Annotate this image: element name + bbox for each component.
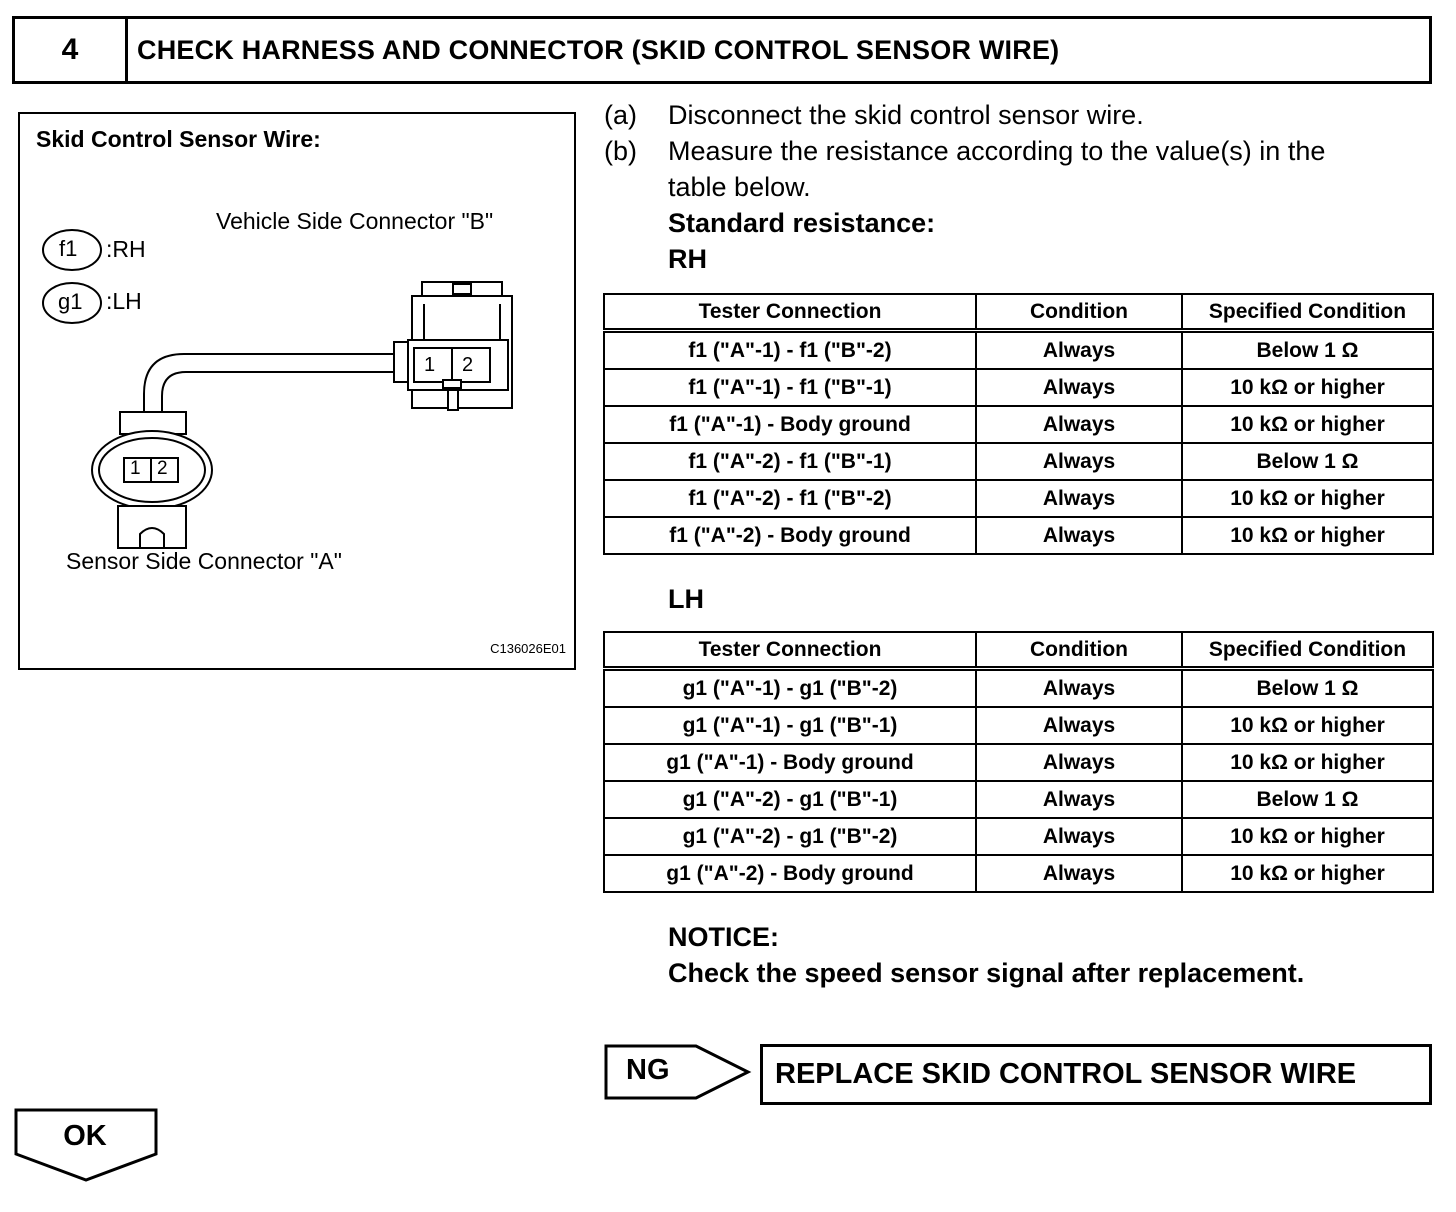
header-condition: Condition — [976, 294, 1182, 331]
table-row — [604, 781, 1433, 818]
condition: Always — [976, 517, 1182, 554]
legend-code-g1: g1 — [58, 289, 83, 314]
step-title: CHECK HARNESS AND CONNECTOR (SKID CONTROL SENSOR WIRE) — [137, 34, 1060, 65]
header-condition: Condition — [976, 632, 1182, 669]
rh-resistance-table — [603, 293, 1434, 555]
step-a-label: (a) — [604, 100, 637, 130]
specified-condition: 10 kΩ or higher — [1182, 406, 1433, 443]
table-row — [604, 669, 1433, 708]
table-row — [604, 443, 1433, 480]
legend-code-f1: f1 — [59, 236, 78, 261]
table-row — [604, 331, 1433, 370]
tester-connection: f1 ("A"-1) - f1 ("B"-2) — [604, 331, 976, 370]
tester-connection: g1 ("A"-1) - g1 ("B"-2) — [604, 669, 976, 708]
wire-inner — [162, 372, 395, 414]
tester-connection: f1 ("A"-1) - f1 ("B"-1) — [604, 369, 976, 406]
specified-condition: Below 1 Ω — [1182, 331, 1433, 370]
step-a-text: Disconnect the skid control sensor wire. — [668, 100, 1144, 130]
condition: Always — [976, 707, 1182, 744]
condition: Always — [976, 855, 1182, 892]
diagram-title: Skid Control Sensor Wire: — [36, 126, 321, 152]
notice-label: NOTICE: — [668, 922, 779, 952]
specified-condition: 10 kΩ or higher — [1182, 855, 1433, 892]
specified-condition: Below 1 Ω — [1182, 781, 1433, 818]
condition: Always — [976, 480, 1182, 517]
tester-connection: g1 ("A"-2) - g1 ("B"-1) — [604, 781, 976, 818]
lh-label: LH — [668, 584, 704, 614]
vehicle-pin-2: 2 — [462, 354, 474, 376]
header-tester-connection: Tester Connection — [604, 294, 976, 331]
tester-connection: g1 ("A"-2) - g1 ("B"-2) — [604, 818, 976, 855]
sensor-connector-label: Sensor Side Connector "A" — [66, 548, 342, 574]
table-row — [604, 818, 1433, 855]
table-header-row — [604, 294, 1433, 331]
specified-condition: 10 kΩ or higher — [1182, 744, 1433, 781]
condition: Always — [976, 781, 1182, 818]
vehicle-connector-label: Vehicle Side Connector "B" — [216, 208, 494, 234]
table-row — [604, 517, 1433, 554]
condition: Always — [976, 331, 1182, 370]
step-header — [12, 16, 1432, 84]
table-row — [604, 480, 1433, 517]
lh-resistance-table — [603, 631, 1434, 893]
connector-diagram — [18, 112, 576, 670]
tester-connection: g1 ("A"-1) - Body ground — [604, 744, 976, 781]
vehicle-pin-1: 1 — [424, 354, 436, 376]
ok-result-box — [14, 1108, 160, 1184]
tester-connection: f1 ("A"-2) - f1 ("B"-2) — [604, 480, 976, 517]
figure-code: C136026E01 — [490, 641, 566, 656]
table-row — [604, 406, 1433, 443]
step-number: 4 — [15, 19, 128, 81]
wire-outer — [144, 354, 395, 414]
legend-side-lh: :LH — [106, 288, 142, 314]
specified-condition: 10 kΩ or higher — [1182, 517, 1433, 554]
condition: Always — [976, 669, 1182, 708]
step-b-text-line1: Measure the resistance according to the value(s) in the — [668, 136, 1326, 166]
table-row — [604, 744, 1433, 781]
rh-label: RH — [668, 244, 707, 274]
ok-label: OK — [63, 1120, 107, 1152]
connector-illustration — [20, 114, 576, 670]
table-row — [604, 855, 1433, 892]
specified-condition: 10 kΩ or higher — [1182, 707, 1433, 744]
ng-label: NG — [626, 1054, 670, 1086]
table-header-row — [604, 632, 1433, 669]
tester-connection: f1 ("A"-2) - Body ground — [604, 517, 976, 554]
condition: Always — [976, 443, 1182, 480]
specified-condition: 10 kΩ or higher — [1182, 480, 1433, 517]
condition: Always — [976, 406, 1182, 443]
table-row — [604, 707, 1433, 744]
tester-connection: g1 ("A"-1) - g1 ("B"-1) — [604, 707, 976, 744]
sensor-pin-2: 2 — [157, 458, 168, 479]
tester-connection: f1 ("A"-2) - f1 ("B"-1) — [604, 443, 976, 480]
condition: Always — [976, 369, 1182, 406]
tester-connection: f1 ("A"-1) - Body ground — [604, 406, 976, 443]
notice-text: Check the speed sensor signal after replacement. — [668, 958, 1305, 988]
ng-action-box: REPLACE SKID CONTROL SENSOR WIRE — [760, 1044, 1432, 1105]
condition: Always — [976, 744, 1182, 781]
standard-resistance-label: Standard resistance: — [668, 208, 936, 238]
legend-side-rh: :RH — [106, 236, 146, 262]
header-specified-condition: Specified Condition — [1182, 632, 1433, 669]
step-b-text-line2: table below. — [668, 172, 811, 202]
header-specified-condition: Specified Condition — [1182, 294, 1433, 331]
ng-result-box — [604, 1044, 752, 1100]
table-row — [604, 369, 1433, 406]
specified-condition: 10 kΩ or higher — [1182, 369, 1433, 406]
specified-condition: 10 kΩ or higher — [1182, 818, 1433, 855]
sensor-pin-1: 1 — [130, 458, 141, 479]
tester-connection: g1 ("A"-2) - Body ground — [604, 855, 976, 892]
step-b-label: (b) — [604, 136, 637, 166]
condition: Always — [976, 818, 1182, 855]
specified-condition: Below 1 Ω — [1182, 443, 1433, 480]
specified-condition: Below 1 Ω — [1182, 669, 1433, 708]
header-tester-connection: Tester Connection — [604, 632, 976, 669]
